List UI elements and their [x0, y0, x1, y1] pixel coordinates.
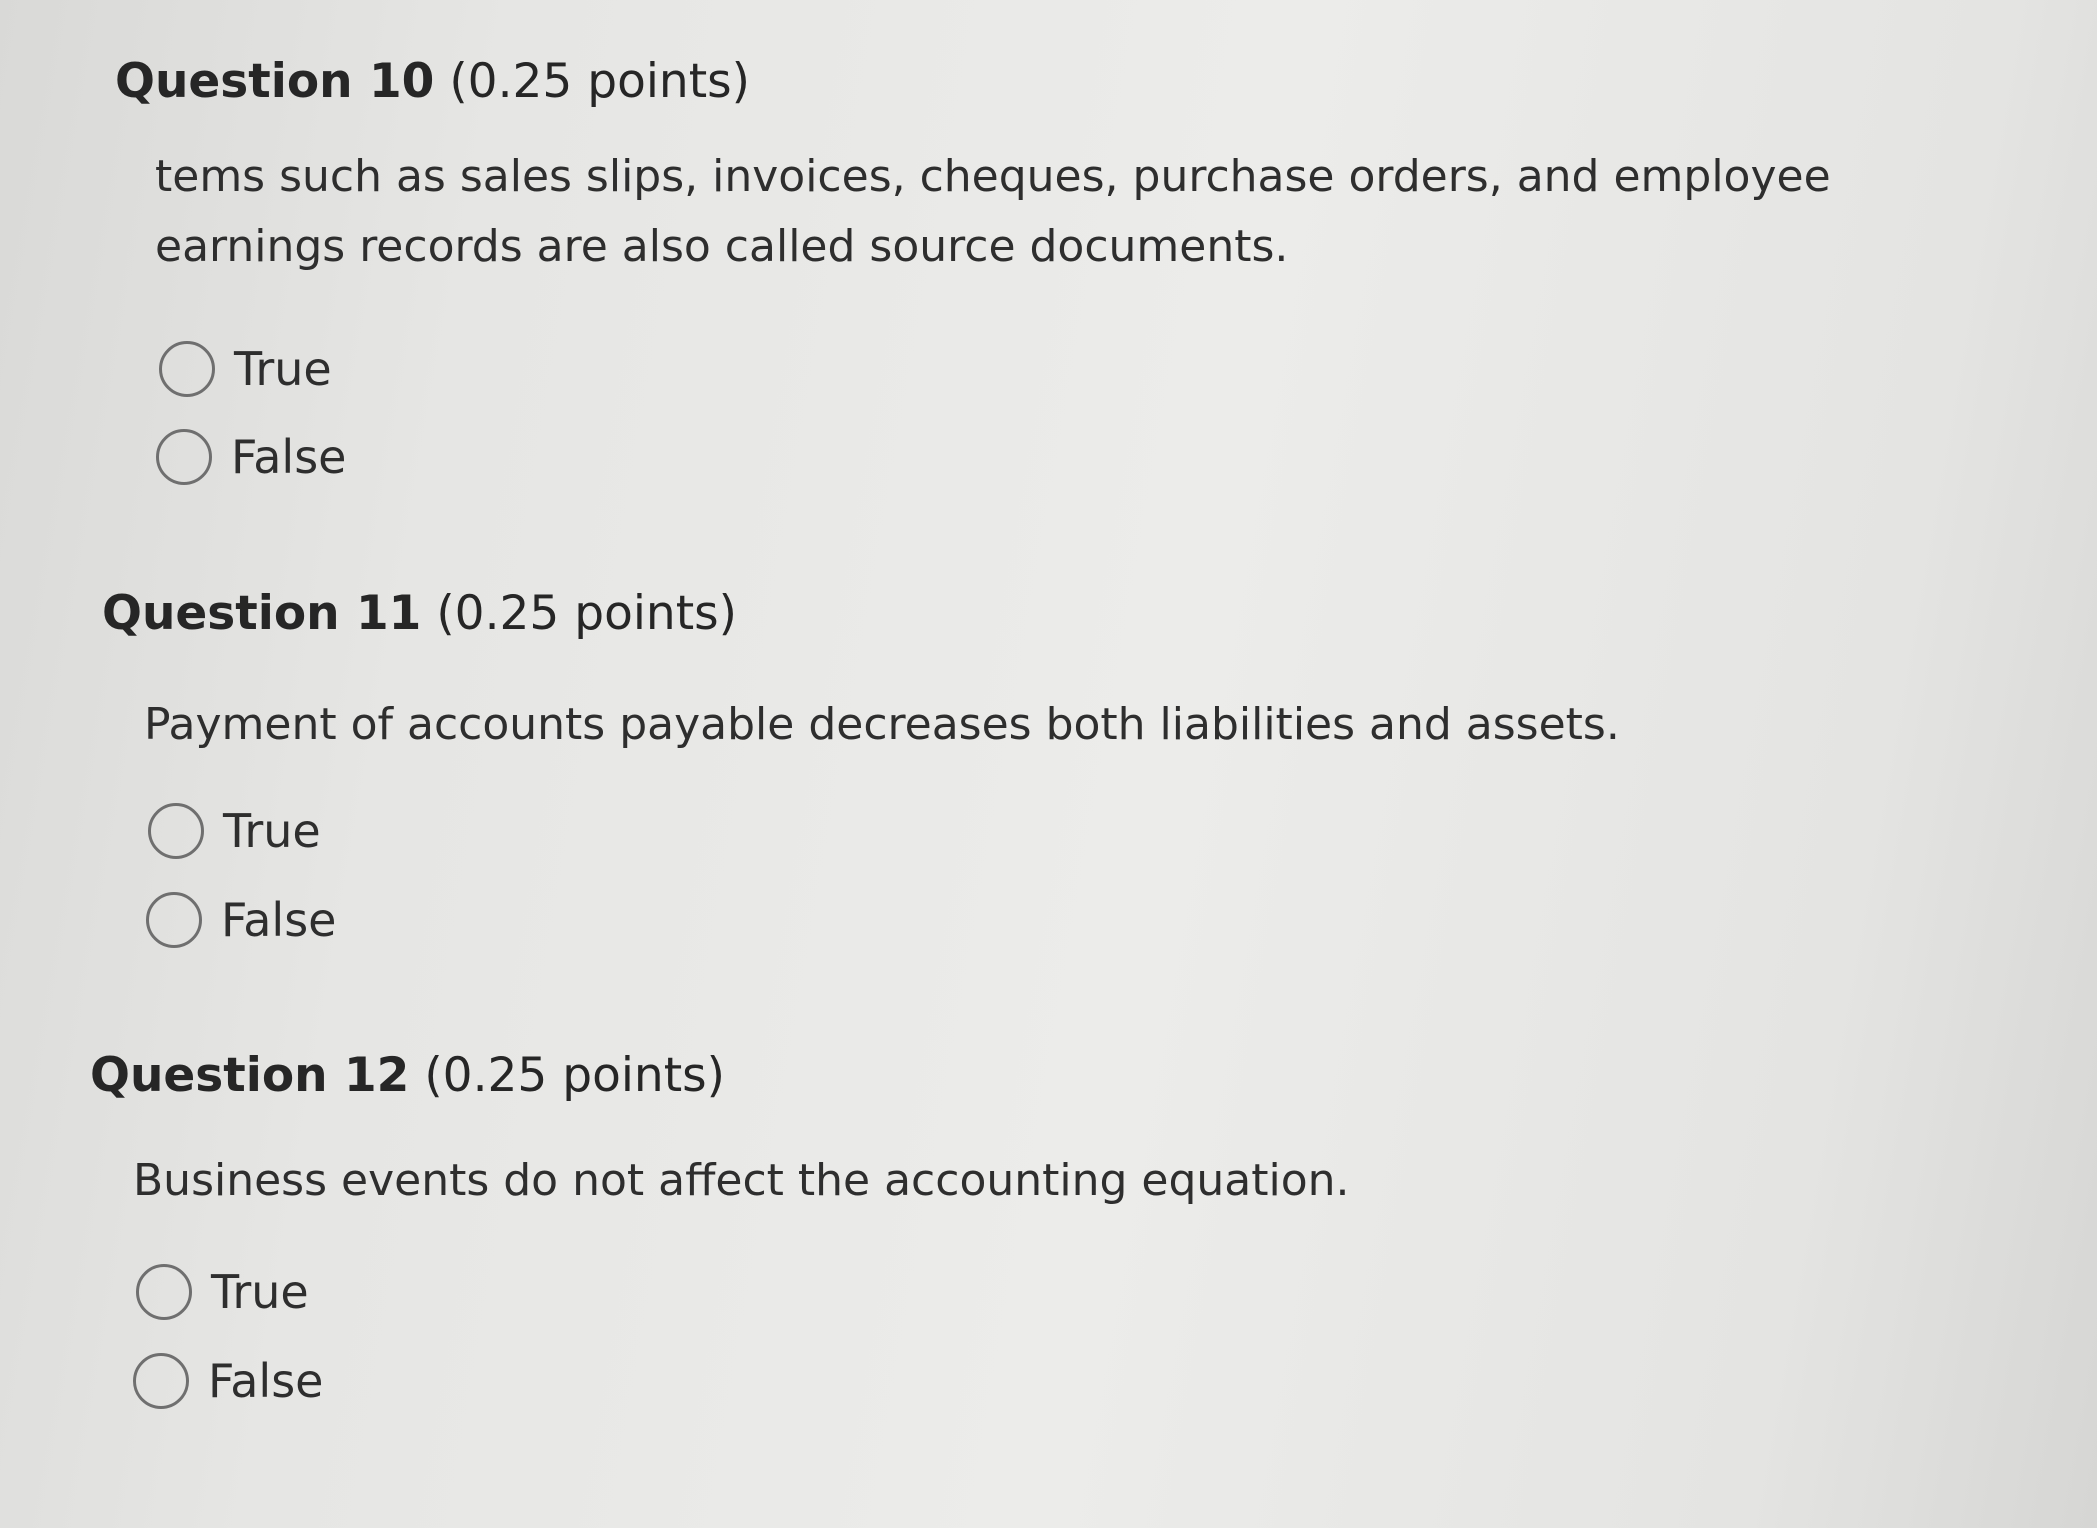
question-title: Question 11 — [102, 586, 422, 641]
question-prompt: Business events do not affect the accounting equation. — [133, 1155, 1350, 1206]
option-label: False — [231, 430, 347, 484]
option-false[interactable] — [133, 1348, 323, 1414]
radio-button[interactable] — [148, 803, 204, 859]
question-prompt: Payment of accounts payable decreases both liabilities and assets. — [144, 699, 1620, 750]
question-points: (0.25 points) — [424, 1048, 725, 1103]
option-true[interactable] — [148, 798, 321, 864]
option-label: True — [223, 804, 321, 858]
question-title: Question 12 — [90, 1048, 410, 1103]
question-title: Question 10 — [115, 54, 435, 109]
question-header — [102, 584, 737, 644]
radio-button[interactable] — [156, 429, 212, 485]
option-label: True — [234, 342, 332, 396]
question-points: (0.25 points) — [436, 586, 737, 641]
question-prompt: tems such as sales slips, invoices, cheques, purchase orders, and employee earnings records are also called source documents. — [155, 151, 1831, 272]
option-label: True — [211, 1265, 309, 1319]
option-label: False — [221, 893, 337, 947]
question-header — [90, 1046, 725, 1106]
radio-button[interactable] — [159, 341, 215, 397]
radio-button[interactable] — [136, 1264, 192, 1320]
question-points: (0.25 points) — [449, 54, 750, 109]
question-header — [115, 52, 750, 112]
radio-button[interactable] — [133, 1353, 189, 1409]
option-label: False — [208, 1354, 324, 1408]
option-true[interactable] — [136, 1259, 309, 1325]
option-false[interactable] — [146, 887, 336, 953]
option-true[interactable] — [159, 336, 332, 402]
radio-button[interactable] — [146, 892, 202, 948]
option-false[interactable] — [156, 424, 346, 490]
